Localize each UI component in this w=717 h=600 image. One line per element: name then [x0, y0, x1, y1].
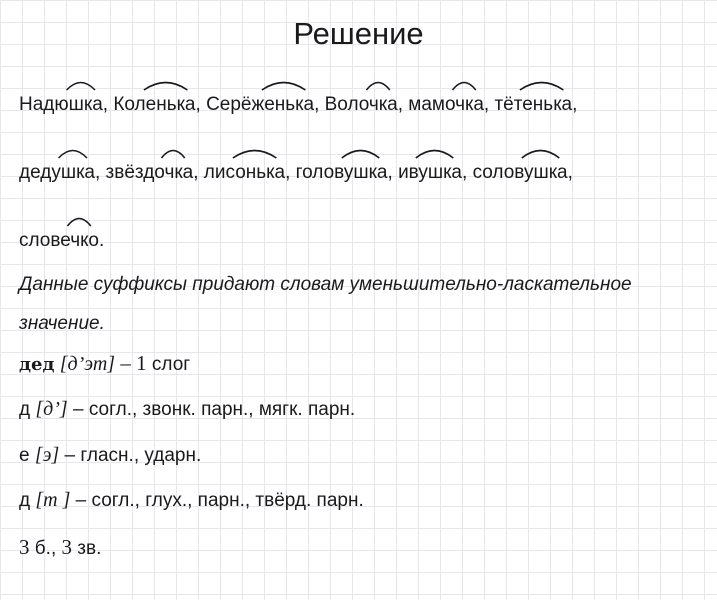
letters-label: б.,: [34, 538, 57, 559]
page-title: Решение: [293, 16, 424, 51]
word-stem: деду: [19, 162, 61, 183]
suffix-text: оньк: [235, 162, 275, 183]
suffix-text: ушк: [343, 162, 377, 183]
word-separator: ,: [567, 162, 573, 183]
word-ending: а: [182, 162, 194, 183]
suffix-arc-mark: [232, 147, 277, 159]
suffix-arc-mark: [161, 147, 185, 159]
suffix-text: шк: [60, 162, 85, 183]
sounds-label: зв.: [77, 538, 102, 559]
word-separator: ,: [94, 162, 106, 183]
word-separator: ,: [193, 162, 204, 183]
word-stem: тёт: [494, 94, 523, 115]
explanation-line-1: Данные суффиксы придают словам уменьшительно-ласкательное: [19, 274, 632, 295]
letters-sounds-summary: [19, 535, 101, 561]
sound-row-letter: е: [19, 445, 30, 466]
word-ending: а: [274, 162, 286, 183]
analysis-word: дед: [19, 354, 55, 375]
word-suffix: [524, 162, 557, 183]
suffix-text: ушк: [418, 162, 452, 183]
word-separator: ,: [397, 94, 409, 115]
word: [204, 161, 285, 185]
suffix-arc-mark: [415, 147, 454, 159]
word-ending: а: [303, 94, 315, 115]
suffix-arc-mark: [58, 147, 88, 159]
word: [494, 93, 572, 117]
word-stem: Серёж: [206, 94, 265, 115]
word-separator: ,: [387, 162, 399, 183]
word-suffix: [264, 94, 303, 115]
sound-row-letter: д: [19, 399, 31, 420]
word-separator: ,: [462, 162, 473, 183]
syllable-count: 1: [136, 351, 147, 375]
word-ending: а: [387, 94, 398, 115]
word: [206, 93, 314, 117]
word-suffix: [70, 230, 88, 251]
word-suffix: [522, 94, 561, 115]
word: [113, 93, 195, 117]
word: [473, 161, 568, 185]
word: [398, 161, 462, 185]
word: [19, 93, 103, 117]
suffix-text: ушк: [523, 162, 558, 183]
word-list-line-3: [19, 229, 104, 253]
word: [408, 93, 484, 117]
word-suffix: [164, 162, 182, 183]
word-separator: ,: [285, 162, 296, 183]
analysis-dash: –: [120, 351, 131, 375]
word: [19, 161, 95, 185]
word-stem: Кол: [113, 94, 146, 115]
word-separator: ,: [572, 94, 578, 115]
word-stem: Воло: [324, 94, 369, 115]
sounds-count: 3: [61, 535, 73, 559]
word-separator: ,: [102, 94, 114, 115]
suffix-text: еньк: [522, 94, 562, 115]
word-suffix: [418, 162, 451, 183]
sound-row-sound: [т ]: [35, 489, 71, 511]
analysis-transcription: [д’эт]: [59, 353, 116, 375]
suffix-text: чк: [164, 162, 183, 183]
suffix-text: еньк: [264, 94, 304, 115]
suffix-text: чк: [70, 230, 89, 251]
word-stem: голов: [295, 162, 344, 183]
word-ending: а: [473, 94, 484, 115]
word-stem: солов: [472, 162, 524, 183]
word-ending: а: [557, 162, 568, 183]
word-suffix: [344, 162, 377, 183]
suffix-text: шк: [68, 94, 93, 115]
word-stem: Надю: [19, 94, 69, 115]
word-ending: а: [184, 94, 196, 115]
word-separator: .: [98, 230, 105, 251]
sound-row-desc: – гласн., ударн.: [64, 445, 202, 466]
word-stem: лис: [203, 162, 236, 183]
suffix-text: еньк: [145, 94, 185, 115]
word: [296, 161, 388, 185]
sound-row-sound: [д’]: [35, 398, 68, 420]
sound-row-1: [19, 397, 355, 422]
word-ending: а: [84, 162, 95, 183]
suffix-arc-mark: [366, 79, 390, 91]
word-stem: слове: [19, 230, 71, 251]
word-separator: ,: [314, 94, 325, 115]
word-list-line-1: [19, 93, 577, 117]
suffix-arc-mark: [66, 79, 96, 91]
word-stem: мамо: [408, 94, 456, 115]
sound-row-desc: – согл., глух., парн., твёрд. парн.: [75, 490, 364, 511]
word: [325, 93, 398, 117]
word-stem: звёздо: [105, 162, 165, 183]
letters-count: 3: [19, 535, 30, 559]
word-ending: а: [92, 94, 103, 115]
word-suffix: [69, 94, 93, 115]
word-ending: а: [451, 162, 462, 183]
suffix-arc-mark: [143, 79, 188, 91]
suffix-arc-mark: [452, 79, 476, 91]
word-suffix: [61, 162, 85, 183]
suffix-arc-mark: [521, 147, 560, 159]
suffix-arc-mark: [261, 79, 306, 91]
suffix-arc-mark: [341, 147, 380, 159]
word-suffix: [369, 94, 387, 115]
word-stem: ив: [398, 162, 419, 183]
sound-row-sound: [э]: [34, 444, 60, 466]
sound-row-desc: – согл., звонк. парн., мягк. парн.: [73, 399, 356, 420]
word-ending: а: [561, 94, 573, 115]
analysis-header: [19, 351, 190, 377]
word-suffix: [146, 94, 185, 115]
syllable-word: слог: [151, 354, 191, 375]
word-suffix: [235, 162, 274, 183]
suffix-text: чк: [455, 94, 474, 115]
sound-row-letter: д: [19, 490, 31, 511]
word-list-line-2: [19, 161, 573, 185]
suffix-text: чк: [368, 94, 388, 115]
word: [19, 229, 99, 253]
sound-row-3: [19, 488, 364, 513]
word-separator: ,: [483, 94, 495, 115]
word-ending: а: [376, 162, 388, 183]
word-separator: ,: [195, 94, 207, 115]
word-suffix: [455, 94, 473, 115]
explanation-line-2: значение.: [19, 313, 105, 334]
suffix-arc-mark: [67, 215, 91, 227]
word-ending: о: [88, 230, 99, 251]
suffix-arc-mark: [519, 79, 564, 91]
word: [106, 161, 194, 185]
sound-row-2: [19, 443, 201, 468]
